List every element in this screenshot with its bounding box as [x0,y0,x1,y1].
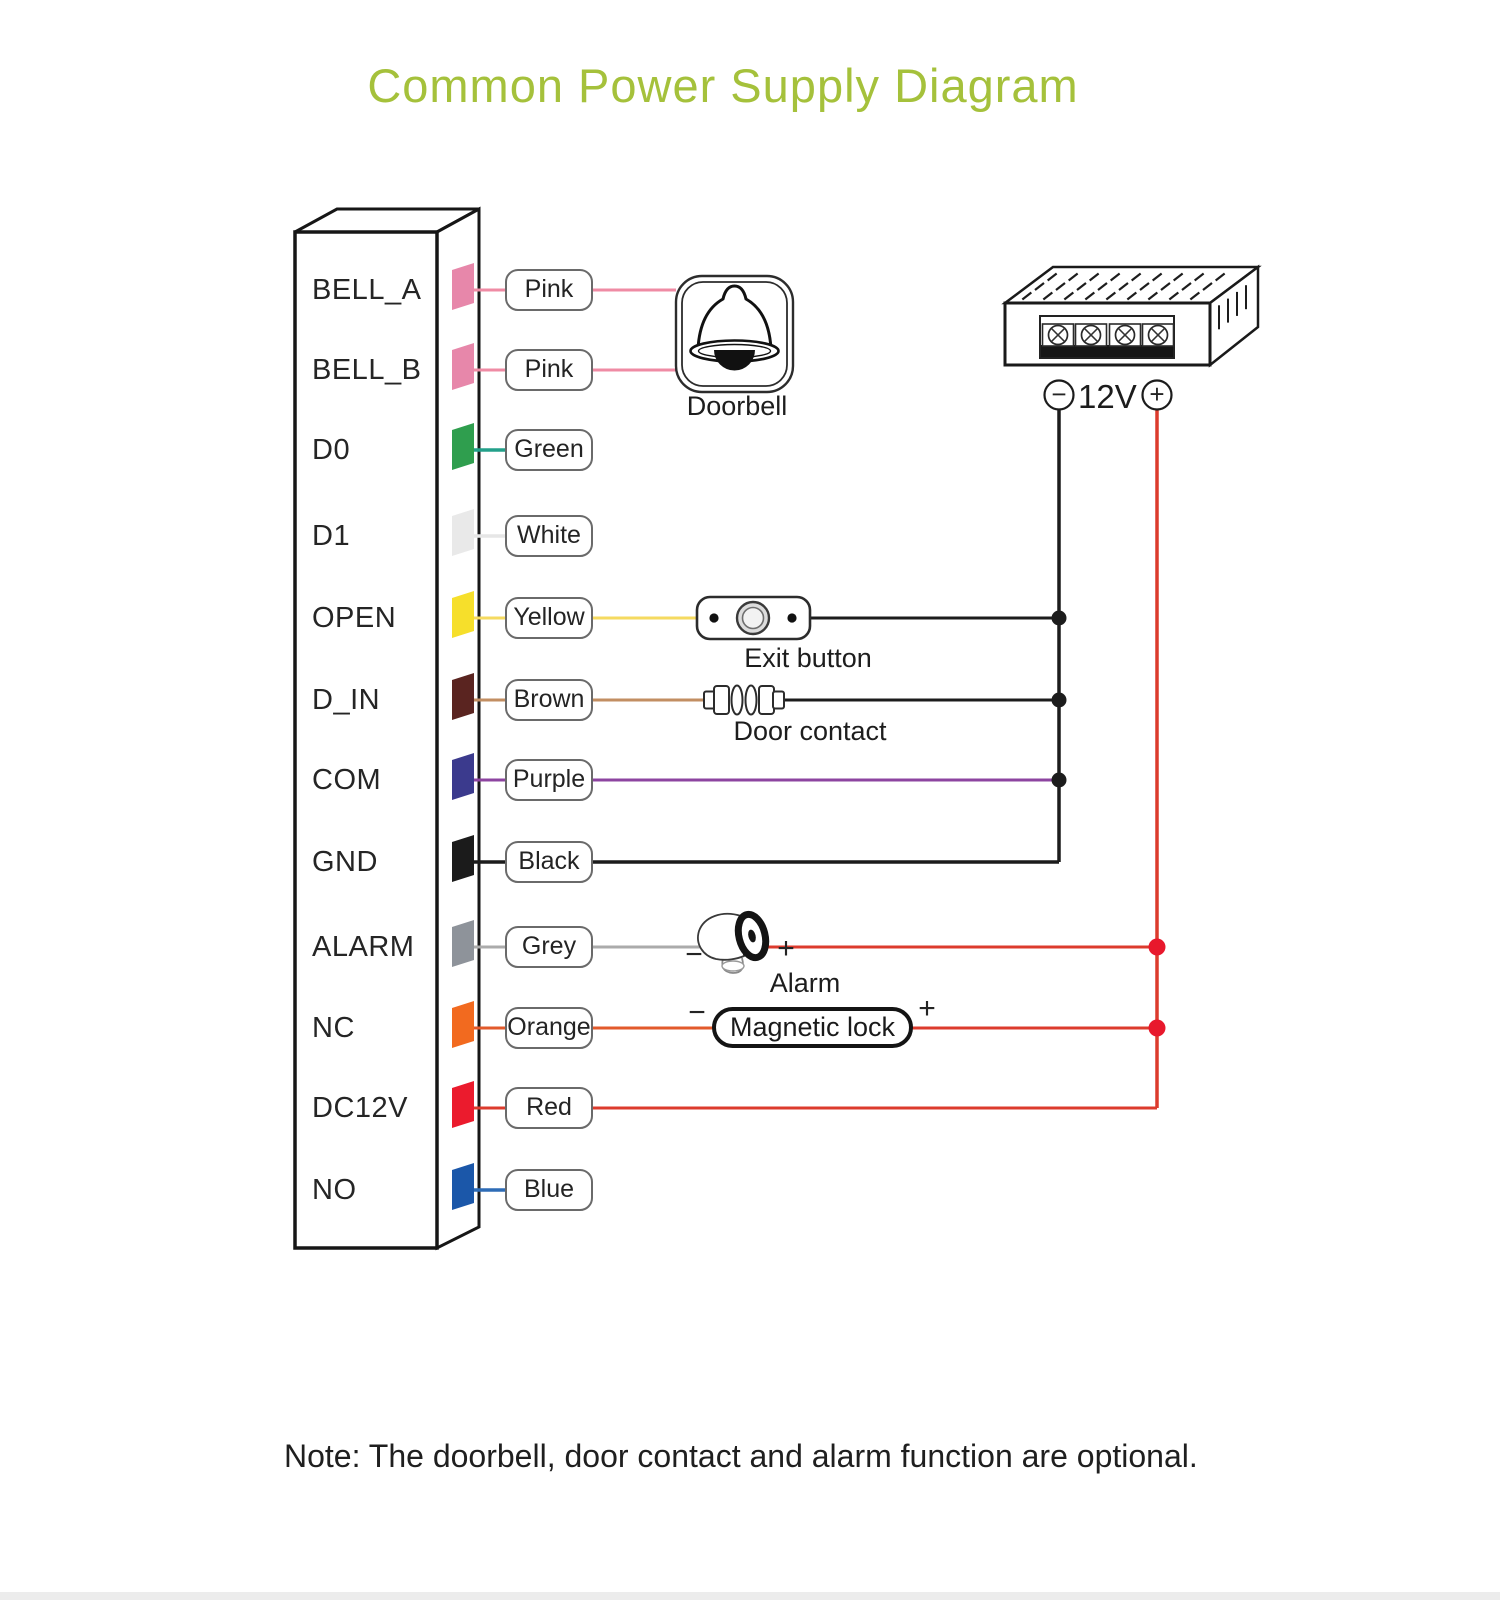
wire-label-red: Red [505,1087,593,1129]
alarm-minus-sign: − [685,938,703,971]
wire-label-purple: Purple [505,759,593,801]
psu-minus-sign: − [1051,379,1067,409]
alarm-icon [698,912,770,973]
junction-dot-black [1052,611,1067,626]
psu-voltage-label: 12V [1078,378,1137,415]
wire-label-white: White [505,515,593,557]
terminal-label-bell-a: BELL_A [312,274,422,306]
junction-dots [1052,611,1166,1037]
swatch-purple-com [452,753,474,800]
swatch-grey-alarm [452,920,474,967]
terminal-label-d1: D1 [312,520,351,552]
wire-label-black: Black [505,841,593,883]
junction-dot-black [1052,773,1067,788]
wire-label-blue: Blue [505,1169,593,1211]
swatch-pink-bell-a [452,263,474,310]
wire-label-brown: Brown [505,679,593,721]
magnetic-lock-label: Magnetic lock [712,1007,913,1048]
alarm-label: Alarm [769,968,841,998]
terminal-label-com: COM [312,764,382,796]
terminal-label-nc: NC [312,1012,355,1044]
door-contact-icon [704,686,784,715]
doorbell-label: Doorbell [686,391,788,421]
junction-dot-black [1052,693,1067,708]
wire-label-pink-bell-a: Pink [505,269,593,311]
alarm-plus-sign: + [777,932,795,965]
terminal-label-d0: D0 [312,434,351,466]
lock-plus-sign: + [918,992,936,1025]
swatch-white-d1 [452,509,474,556]
wire-label-green: Green [505,429,593,471]
wire-label-pink-bell-b: Pink [505,349,593,391]
swatch-yellow-open [452,591,474,638]
wire-label-orange: Orange [505,1007,593,1049]
terminal-label-gnd: GND [312,846,378,878]
swatch-orange-nc [452,1001,474,1048]
terminal-label-d-in: D_IN [312,684,381,716]
door-contact-label: Door contact [733,716,887,746]
terminal-label-alarm: ALARM [312,931,415,963]
terminal-label-open: OPEN [312,602,397,634]
swatch-pink-bell-b [452,343,474,390]
wire-label-grey: Grey [505,926,593,968]
lock-minus-sign: − [688,996,706,1029]
exit-button-icon [697,597,810,639]
doorbell-icon [676,276,793,392]
bottom-border-strip [0,1592,1500,1600]
exit-button-label: Exit button [744,643,872,673]
terminal-label-no: NO [312,1174,357,1206]
psu-plus-sign: + [1149,379,1165,409]
junction-dot-red [1149,939,1166,956]
swatch-green-d0 [452,423,474,470]
terminal-label-bell-b: BELL_B [312,354,422,386]
junction-dot-red [1149,1020,1166,1037]
note-text: Note: The doorbell, door contact and alarm function are optional. [284,1438,1198,1474]
wire-label-yellow: Yellow [505,597,593,639]
swatch-black-gnd [452,835,474,882]
terminal-label-dc12v: DC12V [312,1092,408,1124]
page-title: Common Power Supply Diagram [367,59,1079,112]
swatch-brown-din [452,673,474,720]
swatch-red-dc12v [452,1081,474,1128]
swatch-blue-no [452,1163,474,1210]
